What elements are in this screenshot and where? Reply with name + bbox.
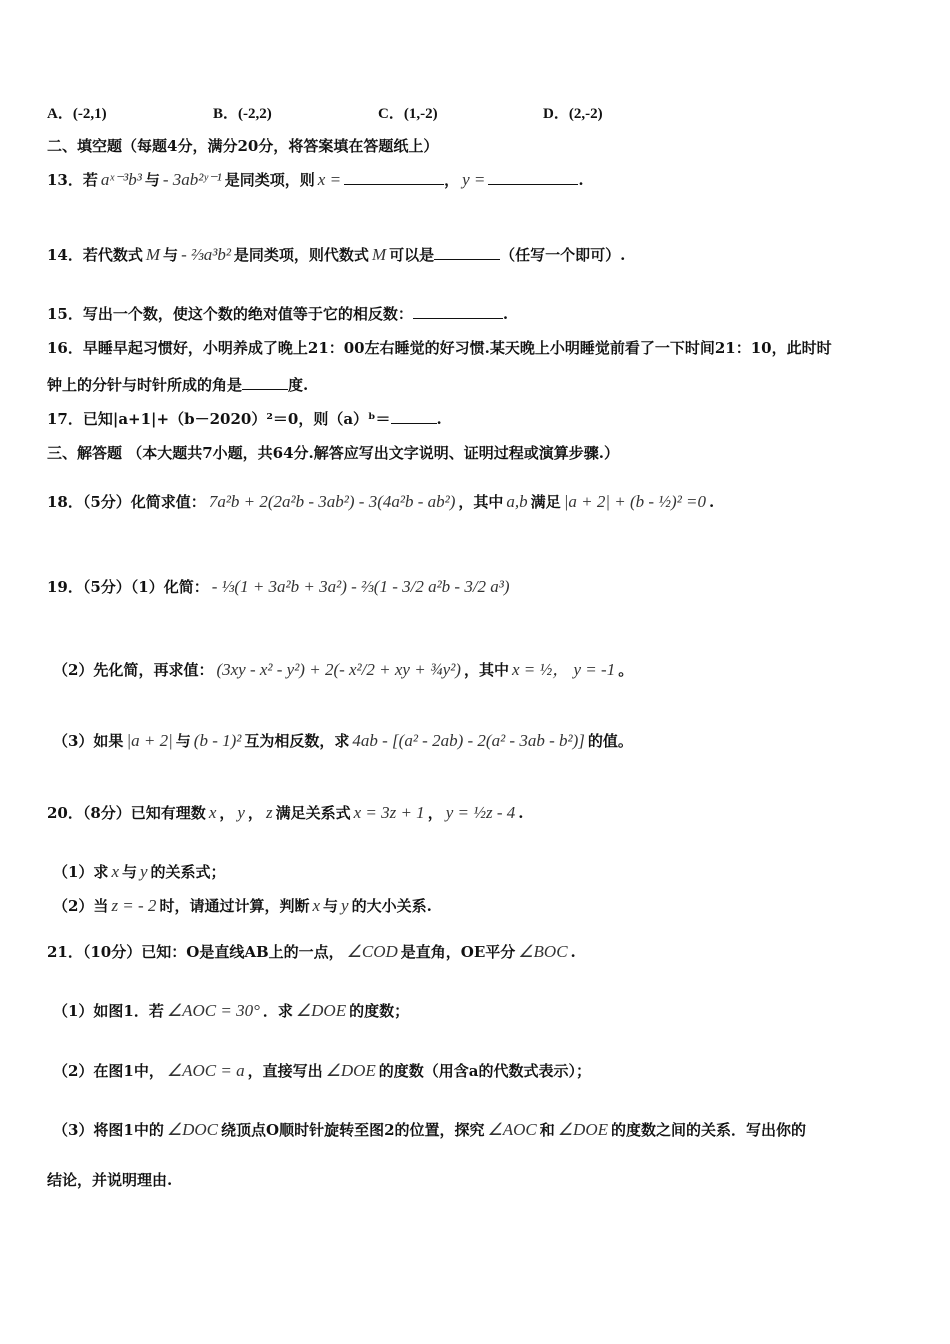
text: 满足关系式 (275, 804, 351, 822)
option-d: D．(2,-2) (543, 106, 603, 122)
text: 的度数之间的关系．写出你的 (610, 1121, 806, 1139)
question-19-3 (53, 731, 633, 751)
text: 满足 (530, 493, 561, 511)
option-b: B．(-2,2) (213, 106, 272, 122)
text: ．求 (262, 1002, 293, 1020)
question-21-3 (53, 1120, 806, 1140)
text: （1）如图1．若 (53, 1002, 164, 1020)
text: 15．写出一个数，使这个数的绝对值等于它的相反数： (47, 305, 413, 323)
question-13 (47, 170, 584, 190)
math: ∠AOC = 30° (166, 1001, 260, 1020)
math: M (371, 245, 387, 264)
text: 与 (144, 171, 160, 189)
text: 是同类项，则代数式 (233, 246, 369, 264)
math: z (265, 803, 273, 822)
answer-blank[interactable] (391, 409, 437, 424)
text: ， (444, 171, 460, 189)
question-20 (47, 803, 523, 823)
text: 13．若 (47, 171, 98, 189)
text: 与 (323, 897, 339, 915)
question-21-3-line2: 结论，并说明理由. (47, 1171, 173, 1189)
text: ，其中 (463, 661, 509, 679)
text: 绕顶点O顺时针旋转至图2的位置，探究 (221, 1121, 485, 1139)
answer-blank[interactable] (242, 375, 288, 390)
question-16-line1: 16．早睡早起习惯好，小明养成了晚上21：00左右睡觉的好习惯.某天晚上小明睡觉前看了一下时间21：10，此时时 (47, 339, 832, 357)
math: aˣ⁻³b³ (100, 170, 142, 189)
text: . (502, 305, 509, 323)
math: ∠DOE (557, 1120, 608, 1139)
answer-blank[interactable] (434, 245, 500, 260)
text: 19．（5分）（1）化简： (47, 578, 209, 596)
text: （任写一个即可）. (500, 246, 626, 264)
math: - ⅔a³b² (181, 245, 231, 264)
question-21 (47, 942, 576, 962)
text: 的关系式； (150, 863, 226, 881)
math: 4ab - [(a² - 2ab) - 2(a² - 3ab - b²)] (352, 731, 585, 750)
question-17 (47, 409, 442, 429)
option-c: C．(1,-2) (378, 106, 438, 122)
math: ∠DOE (295, 1001, 347, 1020)
text: 与 (163, 246, 179, 264)
section-3-heading: 三、解答题 （本大题共7小题，共64分.解答应写出文字说明、证明过程或演算步骤.） (47, 444, 619, 462)
text: . (709, 493, 715, 511)
math: ∠DOE (325, 1061, 376, 1080)
text: ， (247, 804, 263, 822)
text: （3）将图1中的 (53, 1121, 164, 1139)
math: ∠DOC (166, 1120, 219, 1139)
text: （2）在图1中， (53, 1062, 164, 1080)
question-14 (47, 245, 625, 265)
text: 和 (539, 1121, 555, 1139)
text: 是同类项，则 (224, 171, 315, 189)
question-18 (47, 492, 714, 512)
math: |a + 2| (126, 731, 173, 750)
text: . (578, 171, 584, 189)
text: 是直角，OE平分 (400, 943, 516, 961)
text: ， (427, 804, 443, 822)
math: y (237, 803, 245, 822)
text: ，其中 (458, 493, 504, 511)
question-21-1 (53, 1001, 409, 1021)
text: . (436, 410, 442, 428)
text: 与 (121, 863, 137, 881)
math: ∠AOC = a (166, 1061, 245, 1080)
math: x (111, 862, 119, 881)
text: 与 (175, 732, 191, 750)
math: y (341, 896, 349, 915)
text: 17．已知|a+1|+（b－2020）²＝0，则（a）ᵇ＝ (47, 410, 391, 428)
math: x (312, 896, 320, 915)
text: 20．（8分）已知有理数 (47, 804, 206, 822)
text: （2）先化简，再求值： (53, 661, 214, 679)
text: 可以是 (389, 246, 435, 264)
math: ∠AOC (487, 1120, 537, 1139)
math: a,b (506, 492, 528, 511)
math: M (145, 245, 161, 264)
math: y = ½z - 4 (445, 803, 516, 822)
option-a: A．(-2,1) (47, 106, 107, 122)
math: x = 3z + 1 (353, 803, 425, 822)
answer-blank[interactable] (413, 304, 503, 319)
question-19-1 (47, 577, 513, 597)
math: (b - 1)² (193, 731, 242, 750)
math: |a + 2| + (b - ½)² =0 (563, 492, 707, 511)
answer-blank[interactable] (344, 170, 444, 185)
math: x = ½， y = -1 (512, 660, 616, 679)
math: - ⅓(1 + 3a²b + 3a²) - ⅔(1 - 3/2 a²b - 3/2 a³) (211, 577, 510, 596)
text: 的值。 (587, 732, 633, 750)
text: （1）求 (53, 863, 109, 881)
text: 。 (618, 661, 634, 679)
text: 14．若代数式 (47, 246, 143, 264)
question-20-2 (53, 896, 432, 916)
math: x (208, 803, 217, 822)
question-16-line2 (47, 375, 308, 395)
text: ， (219, 804, 235, 822)
math: ∠BOC (518, 942, 568, 961)
text: 的大小关系. (351, 897, 432, 915)
text: 18．（5分）化简求值： (47, 493, 206, 511)
math: 7a²b + 2(2a²b - 3ab²) - 3(4a²b - ab²) (208, 492, 456, 511)
text: （3）如果 (53, 732, 124, 750)
text: 的度数； (349, 1002, 410, 1020)
text: 21．（10分）已知：O是直线AB上的一点， (47, 943, 344, 961)
text: 度. (288, 376, 309, 394)
text: 的度数（用含a的代数式表示）； (378, 1062, 592, 1080)
text: . (570, 943, 576, 961)
math: z = - 2 (111, 896, 157, 915)
section-2-heading: 二、填空题（每题4分，满分20分，将答案填在答题纸上） (47, 137, 439, 155)
question-20-1 (53, 862, 226, 882)
math: x = (317, 170, 342, 189)
text: 时，请通过计算，判断 (159, 897, 310, 915)
text: （2）当 (53, 897, 109, 915)
text: 钟上的分针与时针所成的角是 (47, 376, 243, 394)
text: . (518, 804, 524, 822)
question-15 (47, 304, 508, 324)
answer-blank[interactable] (488, 170, 578, 185)
math: y = (462, 170, 486, 189)
question-21-2 (53, 1061, 591, 1081)
math: ∠COD (346, 942, 398, 961)
math: - 3ab²ʸ⁻¹ (162, 170, 222, 189)
math: (3xy - x² - y²) + 2(- x²/2 + xy + ¾y²) (216, 660, 461, 679)
text: 互为相反数，求 (244, 732, 350, 750)
question-19-2 (53, 660, 633, 680)
text: ，直接写出 (247, 1062, 323, 1080)
math: y (140, 862, 148, 881)
